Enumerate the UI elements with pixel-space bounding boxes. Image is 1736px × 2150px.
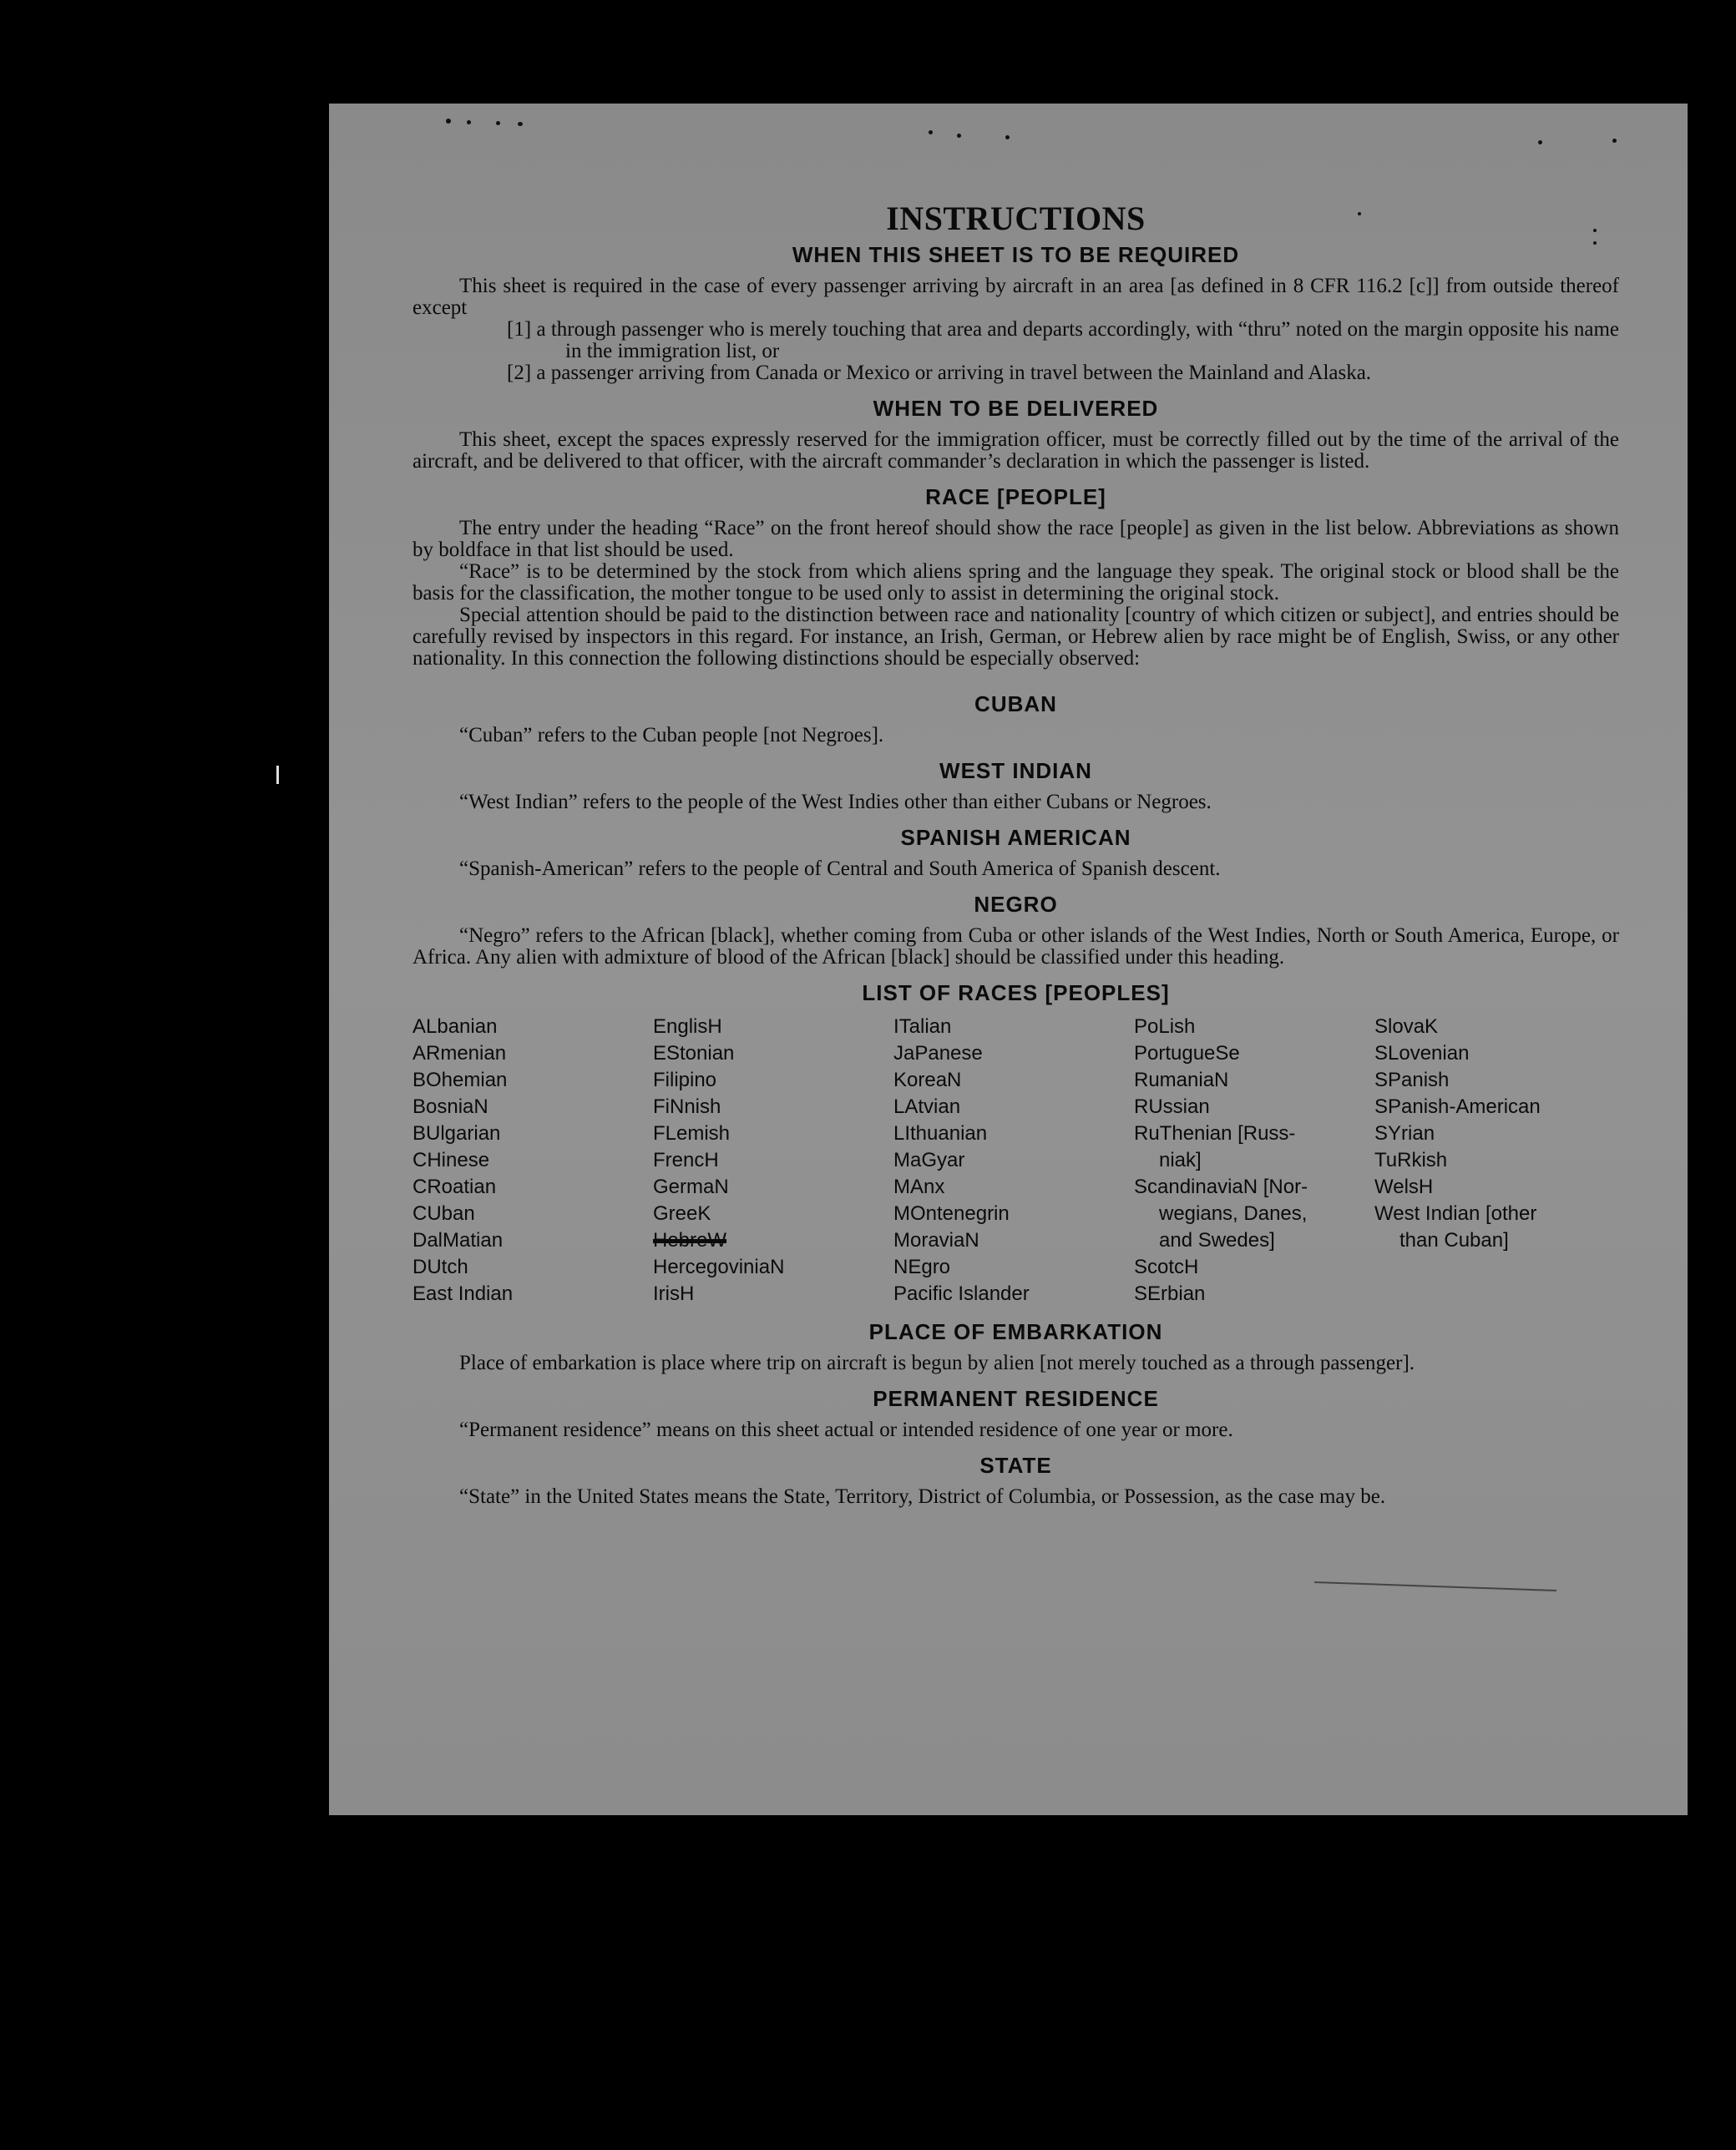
pen-mark: [1314, 1581, 1556, 1591]
race-entry: KoreaN: [893, 1069, 962, 1091]
race-entry: BosniaN: [412, 1095, 488, 1118]
race-entry: EnglisH: [653, 1015, 722, 1038]
race-entry: RuThenian [Russ-: [1134, 1122, 1296, 1145]
heading-west-indian: WEST INDIAN: [939, 758, 1092, 783]
race-entry: JaPanese: [893, 1042, 983, 1065]
race-entry: BUlgarian: [412, 1122, 501, 1145]
heading-spanish-american: SPANISH AMERICAN: [900, 825, 1131, 850]
race-entry: WelsH: [1374, 1176, 1434, 1198]
race-entry: FrencH: [653, 1149, 719, 1171]
race-entry: West Indian [other: [1374, 1202, 1537, 1225]
race-entry: East Indian: [412, 1282, 514, 1305]
race-entry: RumaniaN: [1134, 1069, 1229, 1091]
speck: [957, 134, 961, 138]
instructions-text: [412, 195, 1619, 1508]
heading-race: RACE [PEOPLE]: [925, 484, 1106, 509]
document-sheet: [329, 104, 1688, 1815]
race-entry-continued: and Swedes]: [1159, 1229, 1275, 1252]
race-entry: SYrian: [1374, 1122, 1435, 1145]
race-entry: SPanish: [1374, 1069, 1450, 1091]
heading-required: WHEN THIS SHEET IS TO BE REQUIRED: [792, 242, 1240, 267]
race-entry: ARmenian: [412, 1042, 507, 1065]
race-entry-struck: HebreW: [653, 1229, 727, 1252]
race-entry: SErbian: [1134, 1282, 1206, 1305]
race-entry: PoLish: [1134, 1015, 1196, 1038]
race-entry: HercegoviniaN: [653, 1256, 785, 1278]
race-entry: RUssian: [1134, 1095, 1210, 1118]
race-paragraph-2: “Race” is to be determined by the stock from which aliens spring and the language they speak. The original stock or blood shall be the basis for the classification, the mother tongue to be used only to assist in determining the original stock.: [412, 560, 1619, 605]
state-text: “State” in the United States means the State, Territory, District of Columbia, or Possession, as the case may be.: [459, 1485, 1386, 1508]
race-entry: FLemish: [653, 1122, 731, 1145]
race-entry: TuRkish: [1374, 1149, 1448, 1171]
race-entry: LIthuanian: [893, 1122, 988, 1145]
scan-artifact: [276, 766, 279, 784]
speck: [518, 122, 523, 126]
race-entry: SlovaK: [1374, 1015, 1439, 1038]
required-intro: This sheet is required in the case of every passenger arriving by aircraft in an area [as defined in 8 CFR 116.2 [c]] from outside thereof except: [412, 275, 1619, 319]
race-entry: Filipino: [653, 1069, 717, 1091]
race-paragraph-1: The entry under the heading “Race” on the front hereof should show the race [people] as given in the list below. Abbreviations as shown by boldface in that list should be used.: [412, 517, 1619, 561]
speck: [929, 130, 933, 134]
race-entry: CHinese: [412, 1149, 490, 1171]
race-entry: ScotcH: [1134, 1256, 1199, 1278]
heading-cuban: CUBAN: [974, 691, 1057, 716]
west-indian-text: “West Indian” refers to the people of the West Indies other than either Cubans or Negroes.: [459, 791, 1212, 813]
race-entry: ALbanian: [412, 1015, 498, 1038]
speck: [496, 121, 500, 125]
race-entry: Pacific Islander: [893, 1282, 1030, 1305]
races-column-1: [412, 1014, 653, 1308]
races-list: [412, 1014, 1619, 1308]
race-entry: ITalian: [893, 1015, 952, 1038]
required-item-2: [2] a passenger arriving from Canada or Mexico or arriving in travel between the Mainland and Alaska.: [507, 362, 1372, 384]
spanish-american-text: “Spanish-American” refers to the people of Central and South America of Spanish descent.: [459, 857, 1221, 880]
delivered-text: This sheet, except the spaces expressly reserved for the immigration officer, must be correctly filled out by the time of the arrival of the aircraft, and be delivered to that officer, with the aircraft commander’s declaration in which the passenger is listed.: [412, 428, 1619, 473]
race-entry: MaGyar: [893, 1149, 965, 1171]
race-entry: CUban: [412, 1202, 475, 1225]
heading-negro: NEGRO: [974, 892, 1058, 917]
race-entry: GermaN: [653, 1176, 729, 1198]
race-entry: MoraviaN: [893, 1229, 979, 1252]
races-column-5: [1374, 1014, 1619, 1308]
race-entry: LAtvian: [893, 1095, 961, 1118]
race-entry: IrisH: [653, 1282, 695, 1305]
race-entry: NEgro: [893, 1256, 951, 1278]
heading-embarkation: PLACE OF EMBARKATION: [868, 1319, 1163, 1344]
required-item-1: [1] a through passenger who is merely touching that area and departs accordingly, with “thru” noted on the margin opposite his name in the immigration list, or: [507, 318, 1619, 362]
race-entry: BOhemian: [412, 1069, 508, 1091]
race-entry-continued: than Cuban]: [1399, 1229, 1509, 1252]
race-entry: ScandinaviaN [Nor-: [1134, 1176, 1308, 1198]
race-entry-continued: wegians, Danes,: [1159, 1202, 1308, 1225]
races-column-4: [1134, 1014, 1374, 1308]
race-entry: PortugueSe: [1134, 1042, 1240, 1065]
speck: [1612, 139, 1617, 143]
page-title: INSTRUCTIONS: [886, 200, 1146, 237]
speck: [1538, 140, 1542, 144]
race-entry: MOntenegrin: [893, 1202, 1010, 1225]
race-entry: SPanish-American: [1374, 1095, 1541, 1118]
cuban-text: “Cuban” refers to the Cuban people [not Negroes].: [459, 724, 884, 746]
race-entry-continued: niak]: [1159, 1149, 1202, 1171]
speck: [1005, 135, 1010, 139]
race-paragraph-3: Special attention should be paid to the distinction between race and nationality [country of which citizen or subject], and entries should be carefully revised by inspectors in this regard. For instance, an Irish, German, or Hebrew alien by race might be of English, Swiss, or any other nationality. In this connection the following distinctions should be especially observed:: [412, 604, 1619, 670]
race-entry: FiNnish: [653, 1095, 721, 1118]
speck: [467, 120, 471, 124]
heading-delivered: WHEN TO BE DELIVERED: [873, 396, 1159, 421]
race-entry: EStonian: [653, 1042, 735, 1065]
race-entry: GreeK: [653, 1202, 711, 1225]
race-entry: DalMatian: [412, 1229, 504, 1252]
race-entry: MAnx: [893, 1176, 945, 1198]
races-column-2: [653, 1014, 893, 1308]
races-column-3: [893, 1014, 1134, 1308]
heading-list-of-races: LIST OF RACES [PEOPLES]: [862, 980, 1170, 1005]
negro-text: “Negro” refers to the African [black], whether coming from Cuba or other islands of the West Indies, North or South America, Europe, or Africa. Any alien with admixture of blood of the African [black] should be classified under this heading.: [412, 924, 1619, 969]
heading-permanent-residence: PERMANENT RESIDENCE: [873, 1386, 1159, 1411]
race-entry: DUtch: [412, 1256, 468, 1278]
permanent-residence-text: “Permanent residence” means on this sheet actual or intended residence of one year or more.: [459, 1419, 1233, 1441]
race-entry: CRoatian: [412, 1176, 497, 1198]
embarkation-text: Place of embarkation is place where trip on aircraft is begun by alien [not merely touched as a through passenger].: [459, 1352, 1415, 1374]
speck: [446, 119, 451, 124]
race-entry: SLovenian: [1374, 1042, 1470, 1065]
heading-state: STATE: [979, 1453, 1052, 1478]
